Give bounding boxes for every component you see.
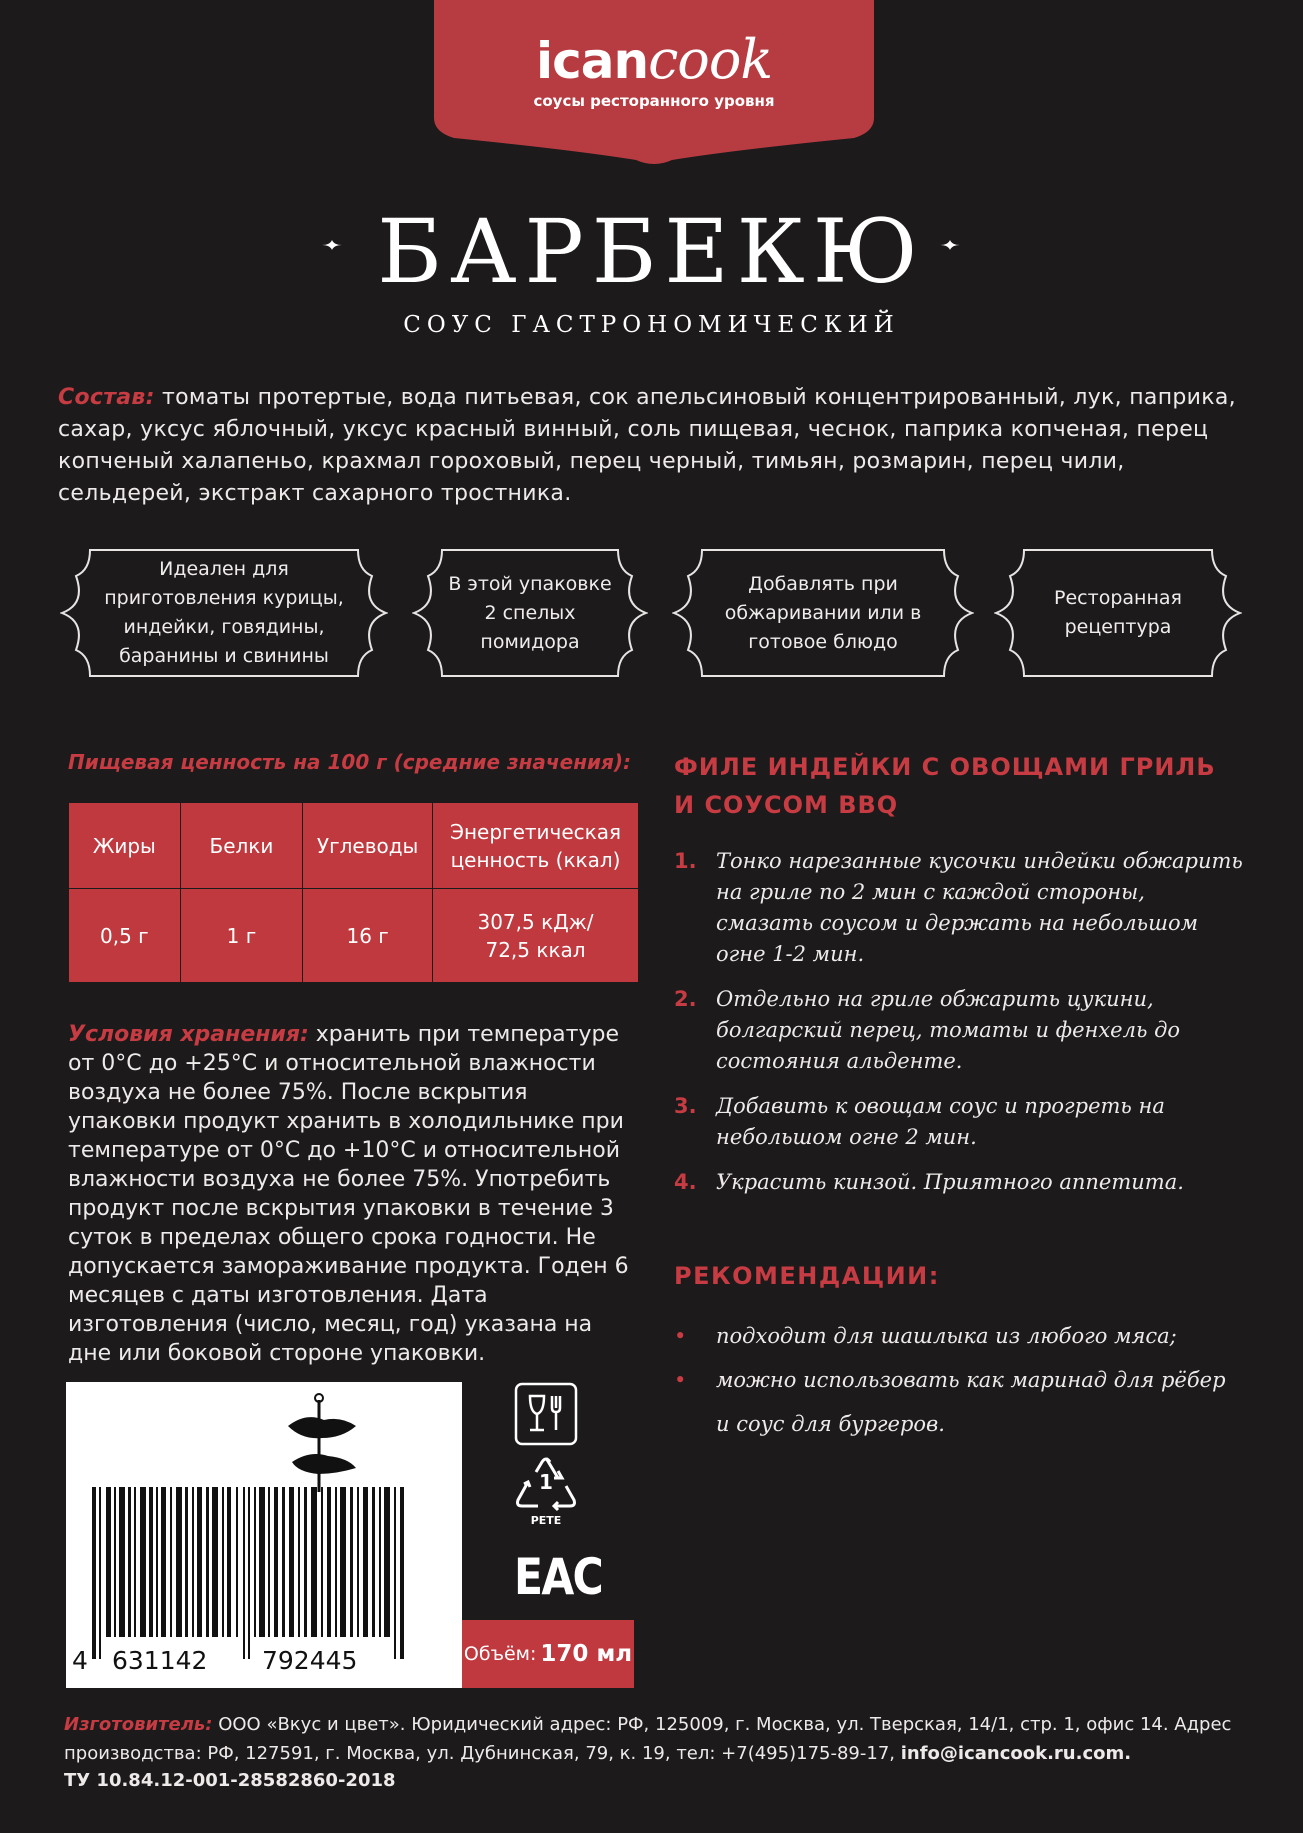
pepper-skewer-icon [288,1394,356,1492]
bullet-icon: • [674,1324,687,1348]
nutrition-header-row [69,803,639,889]
manufacturer-text: ООО «Вкус и цвет». Юридический адрес: РФ, 125009, г. Москва, ул. Тверская, 14/1, стр. 1, офис 14. Адрес производства: РФ, 127591, г. Москва, ул. Дубнинская, 79, к. 19, тел: +7(495)175-89-17, [64,1714,1232,1764]
badge-text: Добавлять при обжаривании или в готовое блюдо [724,572,922,653]
recipe-step [674,1091,1244,1153]
composition-label: Состав: [58,385,155,410]
nutrition-header-energy: Энергетическая ценность (ккал) [433,803,639,889]
nutrition-value-carbs: 16 г [303,889,433,983]
badge-ideal-for [60,548,388,678]
step-text: Добавить к овощам соус и прогреть на небольшом огне 2 мин. [716,1094,1165,1149]
recipe-steps [674,846,1244,1212]
nutrition-table [68,802,639,983]
recipe-step [674,1167,1244,1198]
barcode-digit-first: 4 [72,1646,88,1675]
step-text: Украсить кинзой. Приятного аппетита. [716,1170,1184,1194]
nutrition-header-protein: Белки [180,803,303,889]
bullet-icon: • [674,1368,687,1392]
tech-spec: ТУ 10.84.12-001-28582860-2018 [64,1770,396,1791]
manufacturer-label: Изготовитель: [64,1714,213,1735]
step-number: 4. [674,1170,697,1194]
step-number: 3. [674,1094,697,1118]
badge-text: В этой упаковке 2 спелых помидора [448,572,612,653]
product-title: БАРБЕКЮ [377,200,926,303]
storage-label: Условия хранения: [68,1022,309,1047]
recommendation-text: можно использовать как маринад для рёбер и соус для бургеров. [716,1368,1226,1436]
nutrition-value-protein: 1 г [180,889,303,983]
badge-text: Идеален для приготовления курицы, индейки, говядины, баранины и свинины [104,558,344,667]
badge-restaurant [994,548,1242,678]
manufacturer-info [64,1710,1254,1768]
product-subtitle: СОУС ГАСТРОНОМИЧЕСКИЙ [403,312,900,338]
recipe-step [674,984,1244,1077]
badge-text: Ресторанная рецептура [1054,587,1182,638]
nutrition-value-row [69,889,639,983]
brand-tagline: соусы ресторанного уровня [533,92,775,110]
manufacturer-email: info@icancook.ru.com. [900,1743,1132,1764]
barcode-digits-right: 792445 [262,1646,358,1675]
nutrition-title: Пищевая ценность на 100 г (средние значения): [68,750,632,774]
nutrition-header-carbs: Углеводы [303,803,433,889]
composition [58,382,1248,510]
eac-mark-icon: EAC [514,1548,603,1606]
barcode [66,1382,462,1688]
step-text: Отдельно на гриле обжарить цукини, болгарский перец, томаты и фенхель до состояния альденте. [716,987,1181,1073]
nutrition-header-fat: Жиры [69,803,181,889]
step-text: Тонко нарезанные кусочки индейки обжарить на гриле по 2 мин с каждой стороны, смазать соусом и держать на небольшом огне 1-2 мин. [716,849,1243,966]
storage-conditions [68,1020,640,1368]
step-number: 1. [674,849,697,873]
barcode-bars [66,1382,462,1688]
recipe-step [674,846,1244,970]
badge-add-when [672,548,974,678]
volume-box [462,1620,634,1688]
recommendations-list [674,1314,1244,1446]
recommendations-title: РЕКОМЕНДАЦИИ: [674,1262,940,1290]
barcode-digits-left: 631142 [112,1646,208,1675]
recommendation-text: подходит для шашлыка из любого мяса; [716,1324,1177,1348]
pete-label: PETE [530,1514,562,1527]
brand-name: icancook [535,28,773,91]
pete-number: 1 [539,1470,553,1494]
recommendation-item [674,1358,1244,1446]
nutrition-value-energy: 307,5 кДж/ 72,5 ккал [433,889,639,983]
volume-value: 170 мл [540,1641,633,1667]
brand-logo-tab [434,0,874,168]
step-number: 2. [674,987,697,1011]
food-safe-icon [514,1382,578,1446]
nutrition-value-fat: 0,5 г [69,889,181,983]
recommendation-item [674,1314,1244,1358]
recipe-title: ФИЛЕ ИНДЕЙКИ С ОВОЩАМИ ГРИЛЬ И СОУСОМ BBQ [674,753,1216,819]
composition-text: томаты протертые, вода питьевая, сок апельсиновый концентрированный, лук, паприка, сахар, уксус яблочный, уксус красный винный, соль пищевая, чеснок, паприка копченая, перец копченый халапеньо, крахмал гороховый, перец черный, тимьян, розмарин, перец чили, сельдерей, экстракт сахарного тростника. [58,385,1236,506]
badge-tomatoes [412,548,648,678]
volume-label: Объём: [463,1643,537,1665]
title-ornament-right-icon [940,238,960,252]
storage-text: хранить при температуре от 0°С до +25°С и относительной влажности воздуха не более 75%. После вскрытия упаковки продукт хранить в холодильнике при температуре от 0°С до +10°С и относительной влажности воздуха не более 75%. Употребить продукт после вскрытия упаковки в течение 3 суток в пределах общего срока годности. Не допускается замораживание продукта. Годен 6 месяцев с даты изготовления. Дата изготовления (число, месяц, год) указана на дне или боковой стороне упаковки. [68,1022,629,1366]
